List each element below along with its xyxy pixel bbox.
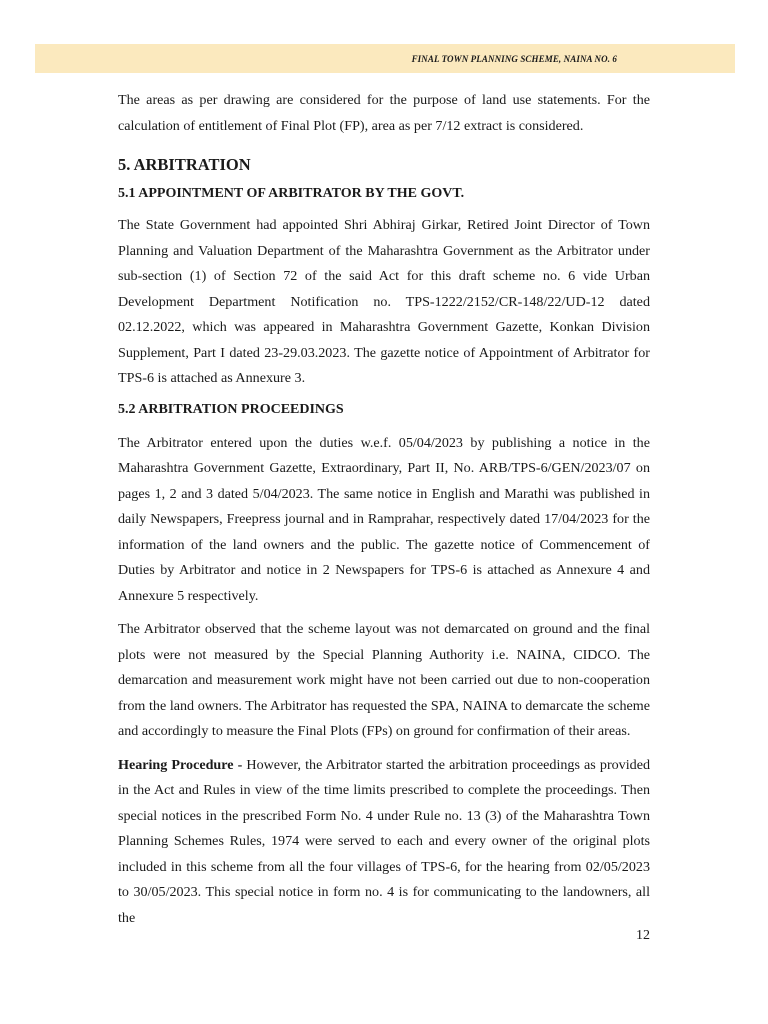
page-body: [118, 88, 650, 931]
subsection-heading-5-1: 5.1 APPOINTMENT OF ARBITRATOR BY THE GOVT.: [118, 186, 465, 201]
paragraph-5-1: The State Government had appointed Shri Abhiraj Girkar, Retired Joint Director of Town Planning and Valuation Department of the Maharashtra Government as the Arbitrator under sub-section (1) of Section 72 of the said Act for this draft scheme no. 6 vide Urban Development Department Notification no. TPS-1222/2152/CR-148/22/UD-12 dated 02.12.2022, which was appeared in Maharashtra Government Gazette, Konkan Division Supplement, Part I dated 23-29.03.2023. The gazette notice of Appointment of Arbitrator for TPS-6 is attached as Annexure 3.: [118, 217, 650, 386]
intro-paragraph: The areas as per drawing are considered for the purpose of land use statements. For the calculation of entitlement of Final Plot (FP), area as per 7/12 extract is considered.: [118, 92, 650, 134]
paragraph-5-2-c: [118, 753, 650, 932]
section-heading: 5. ARBITRATION: [118, 155, 251, 174]
hearing-procedure-lead: Hearing Procedure -: [118, 756, 243, 773]
paragraph-5-2-b: The Arbitrator observed that the scheme layout was not demarcated on ground and the final plots were not measured by the Special Planning Authority i.e. NAINA, CIDCO. The demarcation and measurement work might have not been carried out due to non-cooperation from the land owners. The Arbitrator has requested the SPA, NAINA to demarcate the scheme and accordingly to measure the Final Plots (FPs) on ground for confirmation of their areas.: [118, 621, 650, 739]
subsection-heading-5-2: 5.2 ARBITRATION PROCEEDINGS: [118, 401, 344, 417]
paragraph-5-2-a: The Arbitrator entered upon the duties w.e.f. 05/04/2023 by publishing a notice in the Maharashtra Government Gazette, Extraordinary, Part II, No. ARB/TPS-6/GEN/2023/07 on pages 1, 2 and 3 dated 5/04/2023. The same notice in English and Marathi was published in daily Newspapers, Freepress journal and in Ramprahar, respectively dated 17/04/2023 for the information of the land owners and the public. The gazette notice of Commencement of Duties by Arbitrator and notice in 2 Newspapers for TPS-6 is attached as Annexure 4 and Annexure 5 respectively.: [118, 434, 650, 604]
page-number: 12: [636, 928, 650, 943]
hearing-procedure-text: However, the Arbitrator started the arbitration proceedings as provided in the Act and Rules in view of the time limits prescribed to complete the proceedings. Then special notices in the prescribed Form No. 4 under Rule no. 13 (3) of the Maharashtra Town Planning Schemes Rules, 1974 were served to each and every owner of the original plots included in this scheme from all the four villages of TPS-6, for the hearing from 02/05/2023 to 30/05/2023. This special notice in form no. 4 is for communicating to the landowners, all the: [118, 756, 650, 926]
running-header: [35, 44, 735, 73]
header-title: FINAL TOWN PLANNING SCHEME, NAINA NO. 6: [411, 54, 617, 64]
